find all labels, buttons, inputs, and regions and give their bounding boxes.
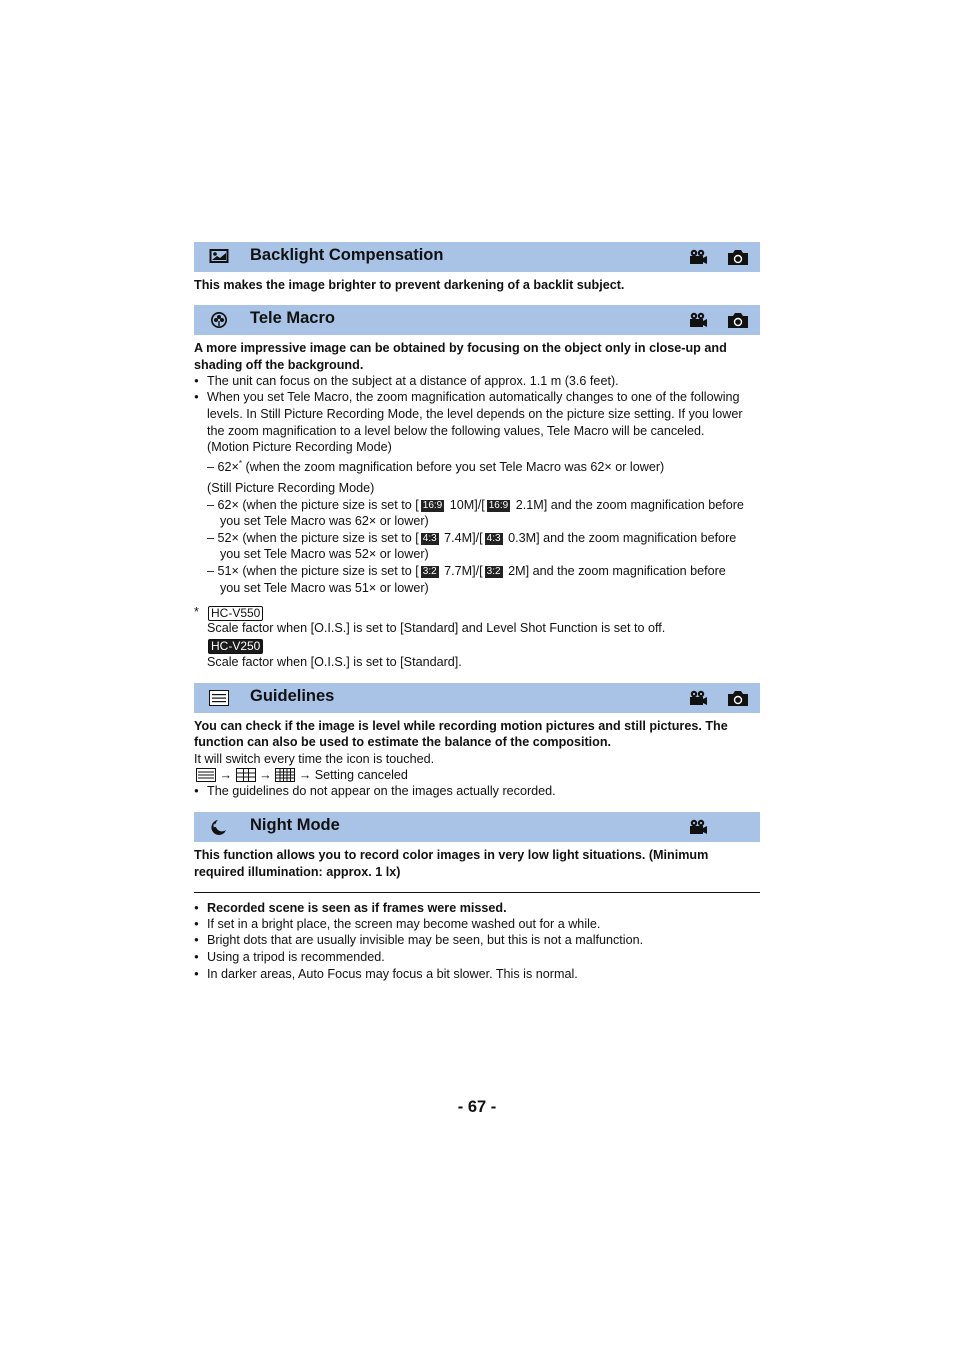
guidelines-header (194, 683, 760, 713)
night-mode-intro-1: This function allows you to record color images in very low light situations. (Minimum (194, 848, 709, 862)
tele-macro-title: Tele Macro (250, 309, 335, 327)
video-camera-icon (688, 312, 708, 328)
model-badge-hc-v250: HC-V250 (208, 639, 263, 654)
night-mode-header (194, 812, 760, 842)
model-1-note: Scale factor when [O.I.S.] is set to [Standard] and Level Shot Function is set to off. (207, 621, 666, 635)
night-mode-title: Night Mode (250, 816, 340, 834)
still-camera-icon (726, 689, 750, 707)
model-2-note: Scale factor when [O.I.S.] is set to [Standard]. (207, 655, 462, 669)
guidelines-title: Guidelines (250, 687, 335, 705)
motion-mode-label: (Motion Picture Recording Mode) (207, 440, 392, 454)
guidelines-intro-2: function can also be used to estimate the balance of the composition. (194, 735, 612, 749)
guidelines-switch-note: It will switch every time the icon is touched. (194, 752, 435, 766)
night-mode-icon (209, 818, 229, 836)
tele-macro-header (194, 305, 760, 335)
aspect-3-2-badge: 3:2 (486, 566, 501, 577)
page-number: - 67 - (457, 1098, 497, 1116)
motion-62-line: – 62×* (when the zoom magnification before you set Tele Macro was 62× or lower) (207, 459, 665, 475)
lines-grid-icon (196, 768, 216, 782)
grid-icon (236, 768, 256, 782)
still-51-line-2: you set Tele Macro was 51× or lower) (220, 581, 429, 595)
backlight-title: Backlight Compensation (250, 246, 444, 264)
still-62-line-2: you set Tele Macro was 62× or lower) (220, 514, 429, 528)
still-mode-label: (Still Picture Recording Mode) (207, 481, 375, 495)
model-badge-hc-v550: HC-V550 (208, 606, 263, 621)
aspect-4-3-badge: 4:3 (486, 533, 501, 544)
guidelines-icon (209, 689, 229, 707)
tele-macro-intro-2: shading off the background. (194, 358, 364, 372)
still-camera-icon (726, 248, 750, 266)
aspect-16-9-badge: 16:9 (422, 500, 443, 511)
guidelines-sequence: → → → Setting canceled (196, 767, 408, 783)
still-52-line-2: you set Tele Macro was 52× or lower) (220, 547, 429, 561)
tele-macro-bullet-2-line-3: the zoom magnification to a level below the following values, Tele Macro will be canceled. (207, 424, 705, 438)
video-camera-icon (688, 819, 708, 835)
footnote-mark: * (194, 605, 199, 619)
section-divider (194, 892, 760, 893)
backlight-header (194, 242, 760, 272)
video-camera-icon (688, 249, 708, 265)
still-camera-icon (726, 311, 750, 329)
video-camera-icon (688, 690, 708, 706)
aspect-16-9-badge: 16:9 (488, 500, 509, 511)
backlight-intro: This makes the image brighter to prevent darkening of a backlit subject. (194, 278, 625, 292)
guidelines-intro-1: You can check if the image is level while recording motion pictures and still pictures. The (194, 719, 728, 733)
tele-macro-bullet-2-line-2: levels. In Still Picture Recording Mode, the level depends on the picture size setting. If you lower (207, 407, 743, 421)
night-mode-intro-2: required illumination: approx. 1 lx) (194, 865, 401, 879)
still-62-line: – 62× (when the picture size is set to [ 16:9 10M]/[ 16:9 2.1M] and the zoom magnification before (207, 498, 744, 512)
tele-macro-icon (209, 311, 229, 329)
fine-grid-icon (275, 768, 295, 782)
still-52-line: – 52× (when the picture size is set to [ 4:3 7.4M]/[ 4:3 0.3M] and the zoom magnification before (207, 531, 737, 545)
backlight-icon (209, 248, 229, 266)
tele-macro-intro-1: A more impressive image can be obtained by focusing on the object only in close-up and (194, 341, 727, 355)
aspect-4-3-badge: 4:3 (422, 533, 437, 544)
aspect-3-2-badge: 3:2 (422, 566, 437, 577)
still-51-line: – 51× (when the picture size is set to [ 3:2 7.7M]/[ 3:2 2M] and the zoom magnification before (207, 564, 726, 578)
